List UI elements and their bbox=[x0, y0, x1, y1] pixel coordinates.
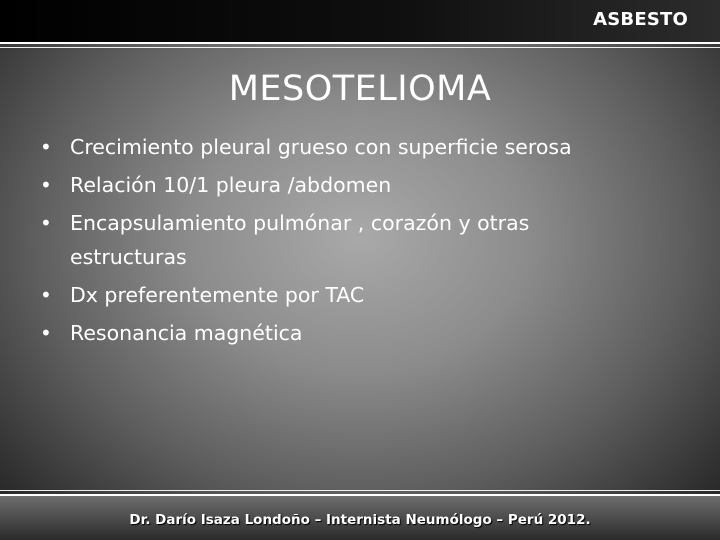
bullet-dot-icon: • bbox=[40, 173, 52, 197]
bullet-text: Resonancia magnética bbox=[70, 321, 303, 345]
header-divider-line bbox=[0, 42, 720, 44]
bullet-item bbox=[40, 316, 700, 350]
bullet-item bbox=[40, 130, 700, 164]
bullet-text: Encapsulamiento pulmónar , corazón y otras estructuras bbox=[70, 211, 530, 269]
bullet-dot-icon: • bbox=[40, 283, 52, 307]
footer-divider-line-thin bbox=[0, 490, 720, 491]
bullet-text: Relación 10/1 pleura /abdomen bbox=[70, 173, 392, 197]
header-topic-label: ASBESTO bbox=[593, 9, 688, 30]
bullet-item bbox=[40, 206, 700, 274]
bullet-item bbox=[40, 168, 700, 202]
bullet-dot-icon: • bbox=[40, 211, 52, 235]
bullet-dot-icon: • bbox=[40, 321, 52, 345]
header-divider-line-thin bbox=[0, 47, 720, 48]
bullet-dot-icon: • bbox=[40, 135, 52, 159]
bullet-text: Crecimiento pleural grueso con superficie serosa bbox=[70, 135, 572, 159]
header-band bbox=[0, 0, 720, 42]
bullet-item bbox=[40, 278, 700, 312]
bullet-text: Dx preferentemente por TAC bbox=[70, 283, 365, 307]
slide-title: MESOTELIOMA bbox=[228, 69, 492, 109]
bullet-list bbox=[40, 130, 700, 350]
footer-author-credit: Dr. Darío Isaza Londoño – Internista Neumólogo – Perú 2012. bbox=[129, 512, 591, 528]
